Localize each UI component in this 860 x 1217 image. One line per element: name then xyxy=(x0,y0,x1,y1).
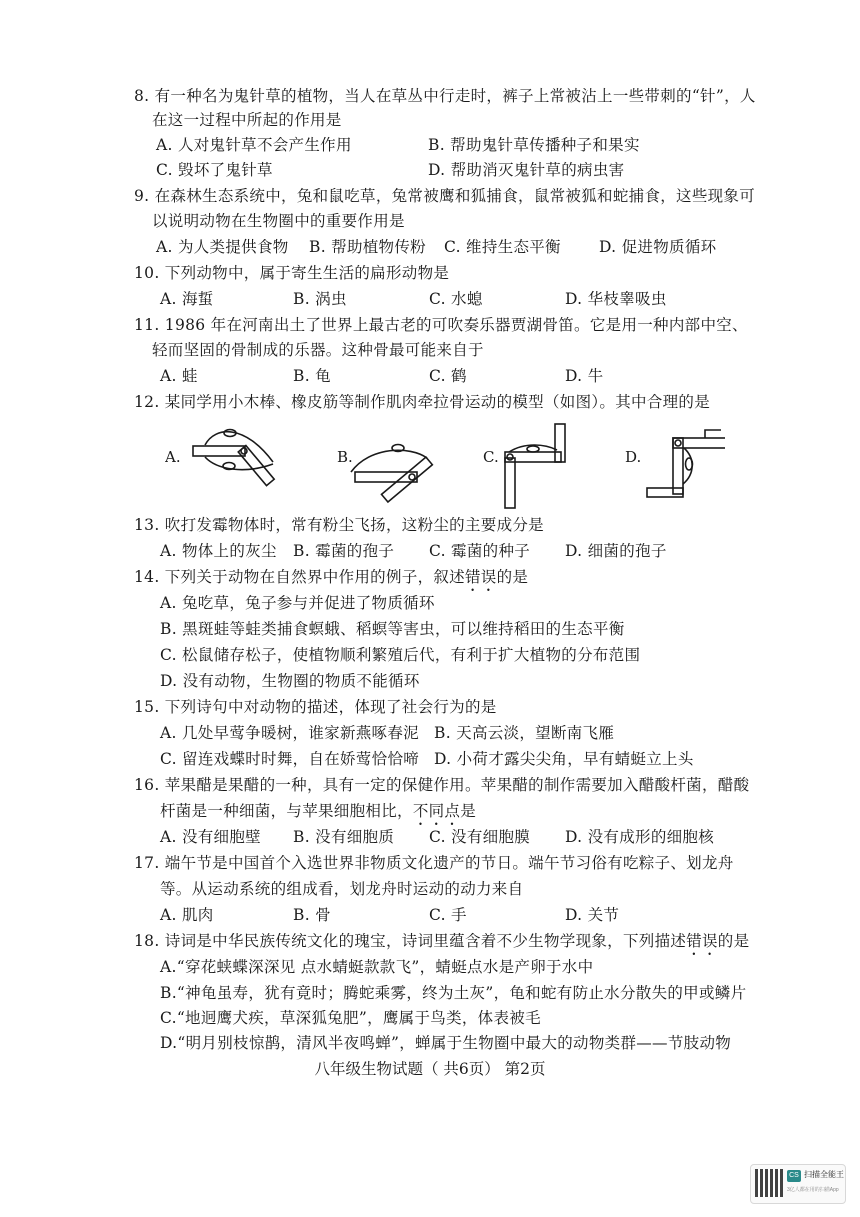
q11-option-a: A. 蛙 xyxy=(160,367,198,385)
q9-option-c: C. 维持生态平衡 xyxy=(444,238,561,256)
q9-stem-line1: 9. 在森林生态系统中，兔和鼠吃草，兔常被鹰和狐捕食，鼠常被狐和蛇捕食，这些现象可 xyxy=(134,187,756,205)
watermark-app-name: 扫描全能王 xyxy=(804,1170,844,1179)
q13-option-b: B. 霉菌的孢子 xyxy=(293,542,395,560)
q14-option-b: B. 黑斑蛙等蛙类捕食螟蛾、稻螟等害虫，可以维持稻田的生态平衡 xyxy=(160,620,625,638)
q16-option-c: C. 没有细胞膜 xyxy=(429,828,531,846)
q13-options xyxy=(0,540,860,562)
q14-option-d: D. 没有动物，生物圈的物质不能循环 xyxy=(160,672,420,690)
watermark-tagline: 3亿人都在用的扫描App xyxy=(787,1187,839,1193)
q8-option-a: A. 人对鬼针草不会产生作用 xyxy=(156,136,352,154)
q16-options xyxy=(0,826,860,848)
q9-stem-line2: 以说明动物在生物圈中的重要作用是 xyxy=(152,212,405,230)
q15-option-d: D. 小荷才露尖尖角，早有蜻蜓立上头 xyxy=(434,750,694,768)
q18-stem-text: 18. 诗词是中华民族传统文化的瑰宝，诗词里蕴含着不少生物学现象，下列描述 xyxy=(134,932,687,950)
q17-stem-line2: 等。从运动系统的组成看，划龙舟时运动的动力来自 xyxy=(160,880,524,898)
q10-options xyxy=(0,288,860,310)
q15-option-a: A. 几处早莺争暖树，谁家新燕啄春泥 xyxy=(160,724,419,742)
muscle-bone-model-diagram xyxy=(165,418,725,510)
camscanner-logo-icon: CS xyxy=(787,1170,801,1182)
q14-emphasis: 错误 xyxy=(464,568,497,586)
q14-stem-text: 14. 下列关于动物在自然界中作用的例子，叙述 xyxy=(134,568,465,586)
q10-option-d: D. 华枝睾吸虫 xyxy=(565,290,667,308)
q11-option-c: C. 鹤 xyxy=(429,367,467,385)
q11-stem-line2: 轻而坚固的骨制成的乐器。这种骨最可能来自于 xyxy=(152,341,484,359)
model-d-label: D. xyxy=(625,448,642,466)
q11-option-d: D. 牛 xyxy=(565,367,604,385)
q11-option-b: B. 龟 xyxy=(293,367,331,385)
q16-stem-end: 是 xyxy=(460,802,477,820)
q14-stem-end: 的是 xyxy=(496,568,529,586)
model-a-figure xyxy=(193,430,274,486)
q14-option-c: C. 松鼠储存松子，使植物顺利繁殖后代，有利于扩大植物的分布范围 xyxy=(160,646,641,664)
model-c-label: C. xyxy=(483,448,499,466)
q15-stem: 15. 下列诗句中对动物的描述，体现了社会行为的是 xyxy=(134,698,497,716)
q13-stem: 13. 吹打发霉物体时，常有粉尘飞扬，这粉尘的主要成分是 xyxy=(134,516,544,534)
q9-option-a: A. 为人类提供食物 xyxy=(156,238,289,256)
q15-option-c: C. 留连戏蝶时时舞，自在娇莺恰恰啼 xyxy=(160,750,420,768)
q13-option-c: C. 霉菌的种子 xyxy=(429,542,531,560)
q17-option-c: C. 手 xyxy=(429,906,467,924)
q16-option-b: B. 没有细胞质 xyxy=(293,828,395,846)
q18-option-a: A.“穿花蛱蝶深深见 点水蜻蜓款款飞”，蜻蜓点水是产卵于水中 xyxy=(160,958,594,976)
q15-options-row1 xyxy=(0,722,860,744)
q18-option-b: B.“神龟虽寿，犹有竟时；腾蛇乘雾，终为土灰”，龟和蛇有防止水分散失的甲或鳞片 xyxy=(160,984,747,1002)
q12-stem: 12. 某同学用小木棒、橡皮筋等制作肌肉牵拉骨运动的模型（如图）。其中合理的是 xyxy=(134,393,711,411)
q18-stem-end: 的是 xyxy=(717,932,750,950)
q17-stem-line1: 17. 端午节是中国首个入选世界非物质文化遗产的节日。端午节习俗有吃粽子、划龙舟 xyxy=(134,854,734,872)
q17-option-d: D. 关节 xyxy=(565,906,620,924)
q8-option-c: C. 毁坏了鬼针草 xyxy=(156,161,273,179)
q17-options xyxy=(0,904,860,926)
q10-option-b: B. 涡虫 xyxy=(293,290,347,308)
q16-stem-text: 杆菌是一种细菌，与苹果细胞相比， xyxy=(160,802,413,820)
q11-stem-line1: 11. 1986 年在河南出土了世界上最古老的可吹奏乐器贾湖骨笛。它是用一种内部中空、 xyxy=(134,316,748,334)
q9-option-d: D. 促进物质循环 xyxy=(599,238,717,256)
q17-option-b: B. 骨 xyxy=(293,906,331,924)
q9-option-b: B. 帮助植物传粉 xyxy=(309,238,426,256)
model-d-figure xyxy=(647,430,725,497)
q18-option-c: C.“地迥鹰犬疾，草深狐兔肥”，鹰属于鸟类，体表被毛 xyxy=(160,1009,541,1027)
model-b-label: B. xyxy=(337,448,353,466)
q17-option-a: A. 肌肉 xyxy=(160,906,214,924)
model-c-figure xyxy=(505,424,565,508)
q13-option-a: A. 物体上的灰尘 xyxy=(160,542,277,560)
q9-options xyxy=(0,236,860,258)
q14-option-a: A. 兔吃草，兔子参与并促进了物质循环 xyxy=(160,594,435,612)
q10-stem: 10. 下列动物中，属于寄生生活的扁形动物是 xyxy=(134,264,450,282)
page-footer: 八年级生物试题（ 共6页） 第2页 xyxy=(314,1060,546,1078)
q8-options-row2 xyxy=(0,159,860,181)
q8-option-d: D. 帮助消灭鬼针草的病虫害 xyxy=(428,161,625,179)
q10-option-a: A. 海蜇 xyxy=(160,290,214,308)
scanner-watermark xyxy=(750,1164,846,1204)
q16-option-a: A. 没有细胞壁 xyxy=(160,828,261,846)
q13-option-d: D. 细菌的孢子 xyxy=(565,542,667,560)
q8-options-row1 xyxy=(0,134,860,156)
q16-option-d: D. 没有成形的细胞核 xyxy=(565,828,715,846)
q14-stem xyxy=(134,566,528,595)
q16-stem-line2 xyxy=(160,800,476,829)
q18-stem xyxy=(134,930,749,959)
q16-emphasis: 不同点 xyxy=(412,802,461,820)
q11-options xyxy=(0,365,860,387)
q15-option-b: B. 天高云淡，望断南飞雁 xyxy=(434,724,615,742)
q10-option-c: C. 水螅 xyxy=(429,290,483,308)
model-b-figure xyxy=(351,445,432,503)
model-a-label: A. xyxy=(165,448,181,466)
qr-code-icon xyxy=(755,1169,783,1197)
q8-option-b: B. 帮助鬼针草传播种子和果实 xyxy=(428,136,640,154)
q18-emphasis: 错误 xyxy=(686,932,718,950)
q15-options-row2 xyxy=(0,748,860,770)
q8-stem-line2: 在这一过程中所起的作用是 xyxy=(152,111,342,129)
q16-stem-line1: 16. 苹果醋是果醋的一种，具有一定的保健作用。苹果醋的制作需要加入醋酸杆菌，醋酸 xyxy=(134,776,750,794)
q8-stem-line1: 8. 有一种名为鬼针草的植物，当人在草丛中行走时，裤子上常被沾上一些带刺的“针”，人 xyxy=(134,87,756,105)
q18-option-d: D.“明月别枝惊鹊，清风半夜鸣蝉”，蝉属于生物圈中最大的动物类群——节肢动物 xyxy=(160,1034,732,1052)
